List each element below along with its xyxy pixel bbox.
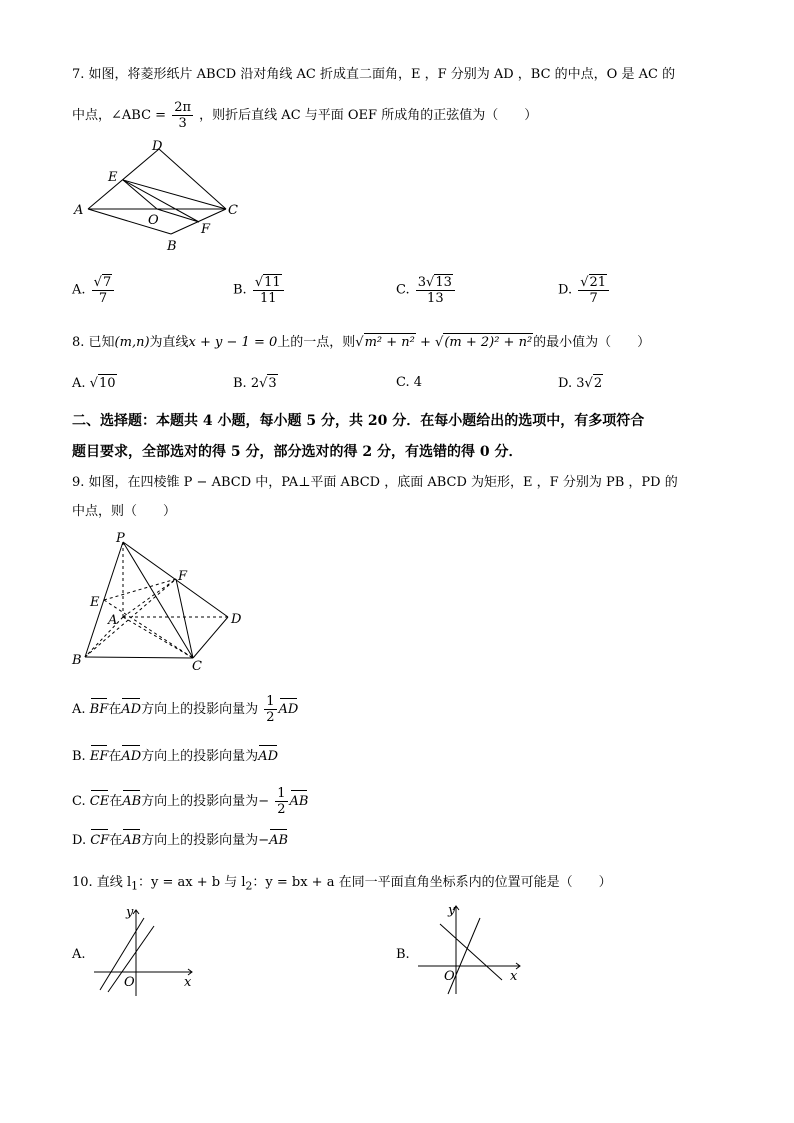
- q7-angle-fraction: [172, 100, 193, 131]
- q10-option-a-graph[interactable]: [88, 904, 198, 996]
- vector-bf: BF: [89, 702, 109, 717]
- q8-plus: +: [419, 335, 431, 350]
- q8-mid: 为直线: [149, 335, 189, 350]
- q9-edge-bf: [85, 579, 176, 657]
- q7-label-f: F: [201, 222, 211, 237]
- q7-label-a: A: [74, 203, 84, 218]
- q10-option-b-label[interactable]: B.: [396, 947, 410, 962]
- q10-option-b-graph[interactable]: [412, 900, 528, 996]
- q7-label-b: B: [167, 239, 177, 254]
- q7-option-b[interactable]: [233, 274, 286, 306]
- q7-option-b-value: $\frac{√11}{11}$: [253, 274, 284, 306]
- q9-label-f: F: [178, 569, 188, 584]
- q7-edge-ef: [123, 180, 199, 222]
- vector-ad: AD: [121, 749, 142, 764]
- q8-option-a[interactable]: A. √10: [72, 376, 116, 391]
- q7-option-d-label: D.: [558, 282, 573, 298]
- q7-option-c[interactable]: [396, 274, 457, 306]
- q9-edge-pc: [123, 542, 193, 658]
- q8-option-d[interactable]: D. 3√2: [558, 376, 603, 391]
- section2-heading-line2: 题目要求，全部选对的得 5 分，部分选对的得 2 分，有选错的得 0 分．: [72, 444, 523, 460]
- q10-b-origin: O: [444, 969, 455, 984]
- q9-label-c: C: [192, 659, 202, 674]
- q8-line-eq: x + y − 1 = 0: [188, 335, 278, 350]
- q9-pyramid-figure: [68, 530, 258, 675]
- q10-a-line-l1: [100, 918, 144, 990]
- q10-option-a-label[interactable]: A.: [72, 947, 86, 962]
- q10-stem: 10. 直线 $l_1$：y = ax + b 与 $l_2$：y = bx + a 在同一平面直角坐标系内的位置可能是（ ）: [72, 875, 612, 893]
- q7-option-b-label: B.: [233, 282, 247, 298]
- q8-stem: 8. 已知(m,n)为直线x + y − 1 = 0上的一点，则√m² + n² + √(m + 2)² + n²的最小值为（ ）: [72, 335, 651, 350]
- q7-option-d-value: $\frac{√21}{7}$: [578, 274, 609, 306]
- q10-a-y-label: y: [126, 905, 134, 920]
- q9-label-p: P: [116, 531, 125, 546]
- q9-line2: 中点，则（ ）: [72, 504, 177, 519]
- vector-ad: AD: [121, 702, 142, 717]
- q8-option-c[interactable]: C. 4: [396, 375, 423, 390]
- q7-option-c-label: C.: [396, 282, 410, 298]
- q9-option-d[interactable]: D. CF在AB方向上的投影向量为−AB: [72, 833, 289, 848]
- q8-pre: 8. 已知: [72, 335, 115, 350]
- q7-label-e: E: [108, 170, 118, 185]
- vector-ab-result: AB: [289, 794, 309, 809]
- vector-ce: CE: [89, 794, 110, 809]
- q10-b-x-label: x: [510, 969, 518, 984]
- q8-expr2: (m + 2)² + n²: [444, 335, 533, 350]
- q9-edge-ef: [104, 579, 176, 600]
- vector-ad-result: AD: [278, 702, 299, 717]
- q9-label-e: E: [90, 595, 100, 610]
- q7-angle-den: 3: [178, 116, 187, 131]
- vector-ef: EF: [89, 749, 109, 764]
- q9-edge-ac: [123, 617, 193, 658]
- q7-line1: 7. 如图，将菱形纸片 ABCD 沿对角线 AC 折成直二面角，E ，F 分别为 AD ，BC 的中点，O 是 AC 的: [72, 67, 676, 82]
- q9-option-b[interactable]: B. EF在AD方向上的投影向量为AD: [72, 749, 278, 764]
- q10-a-x-label: x: [184, 975, 192, 990]
- q10-a-origin: O: [124, 975, 135, 990]
- q8-expr1: m² + n²: [364, 335, 415, 350]
- q9-label-d: D: [231, 612, 242, 627]
- q7-line2-post: ，则折后直线 AC 与平面 OEF 所成角的正弦值为（ ）: [199, 108, 538, 123]
- q8-option-b[interactable]: B. 2√3: [233, 376, 277, 391]
- q7-option-c-value: $\frac{3√13}{13}$: [416, 274, 455, 306]
- q7-label-d: D: [152, 139, 163, 154]
- q7-option-a-value: $\frac{√7}{7}$: [92, 274, 115, 306]
- q9-edge-cd: [193, 617, 228, 658]
- q7-option-a[interactable]: [72, 274, 116, 306]
- section2-heading-line1: 二、选择题：本题共 4 小题，每小题 5 分，共 20 分．在每小题给出的选项中，有多项符合: [72, 413, 645, 429]
- q7-angle-num: 2π: [174, 100, 192, 115]
- q9-option-c[interactable]: C. CE在AB方向上的投影向量为− $\frac{1}{2}$ AB: [72, 786, 309, 817]
- vector-ab: AB: [122, 833, 142, 848]
- q9-label-b: B: [72, 653, 82, 668]
- q8-mid2: 上的一点，则: [277, 335, 356, 350]
- q7-option-d[interactable]: [558, 274, 611, 306]
- q9-edge-fc: [176, 579, 193, 658]
- q7-line2-pre: 中点，∠ABC =: [72, 108, 167, 123]
- q9-line1: 9. 如图，在四棱锥 P − ABCD 中，PA⊥平面 ABCD ，底面 ABCD 为矩形，E ，F 分别为 PB ，PD 的: [72, 475, 678, 490]
- q10-b-y-label: y: [448, 903, 456, 918]
- q8-post: 的最小值为（ ）: [533, 335, 651, 350]
- q7-rhombus-figure: [68, 136, 248, 256]
- q7-label-o: O: [148, 213, 159, 228]
- q8-point: (m,n): [114, 335, 150, 350]
- q7-line2: [72, 100, 537, 131]
- vector-ab: AB: [122, 794, 142, 809]
- q9-label-a: A: [108, 613, 118, 628]
- q7-edge-ad: [88, 149, 159, 209]
- vector-ab-result: AB: [269, 833, 289, 848]
- q9-option-a[interactable]: A. BF在AD方向上的投影向量为 $\frac{1}{2}$ AD: [72, 694, 299, 725]
- vector-ad-result: AD: [258, 749, 278, 764]
- q9-edge-bc: [85, 657, 193, 658]
- q7-option-a-label: A.: [72, 282, 86, 298]
- q7-label-c: C: [228, 203, 238, 218]
- vector-cf: CF: [90, 833, 110, 848]
- q9-edge-af: [123, 579, 176, 617]
